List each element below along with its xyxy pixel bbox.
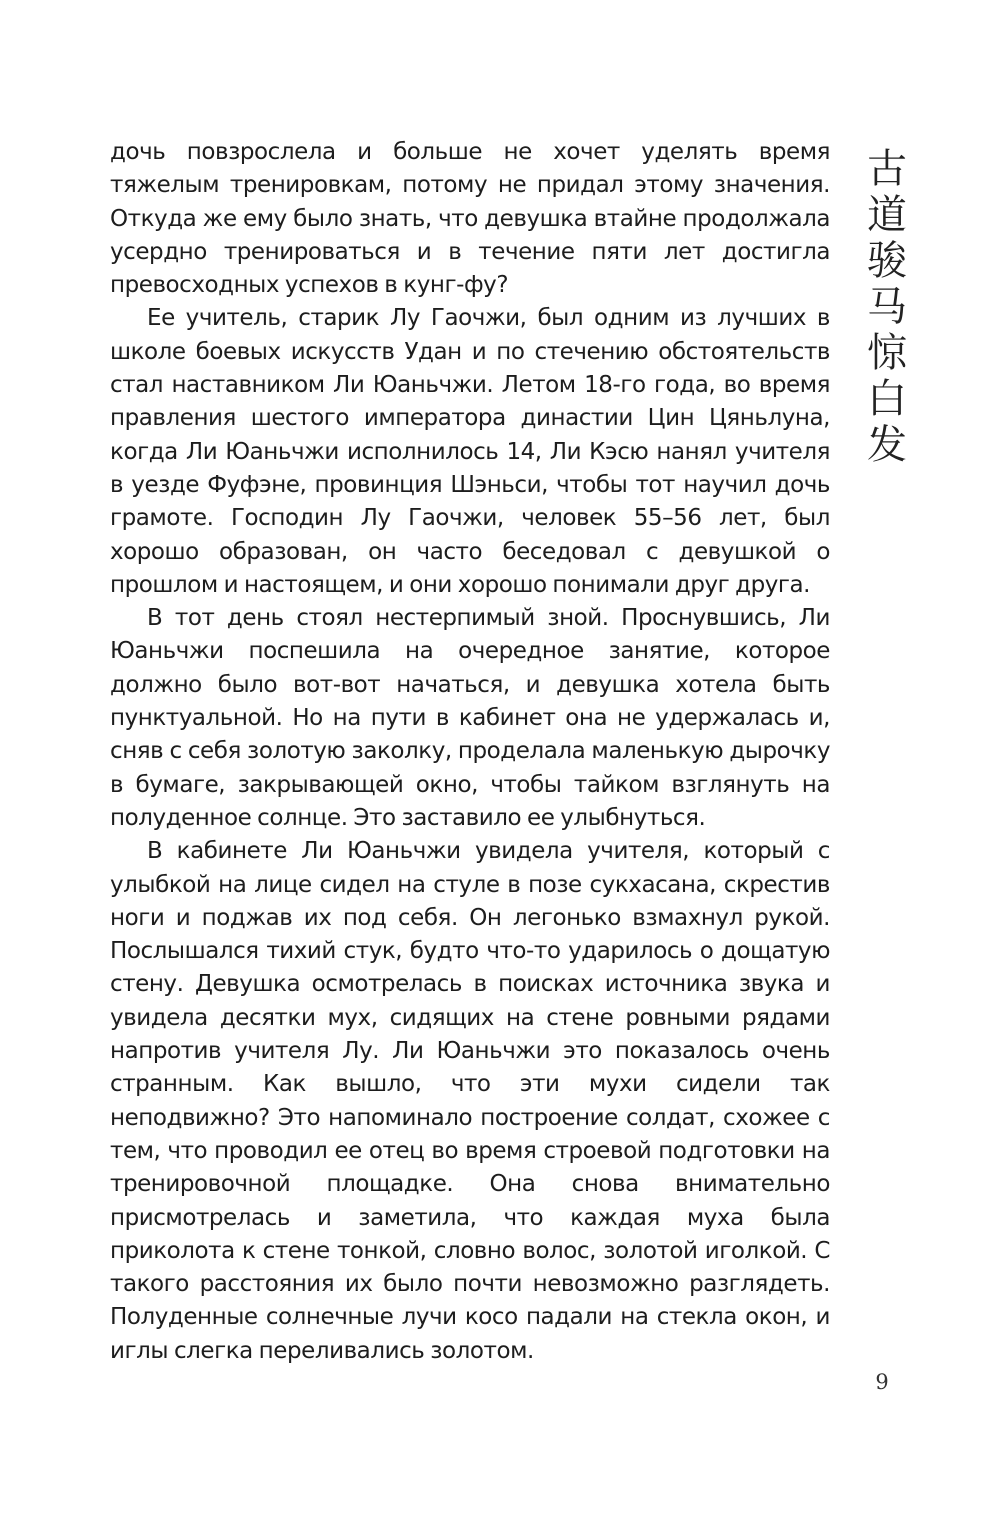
page-number: 9 — [875, 1370, 889, 1394]
body-text — [110, 136, 830, 1368]
paragraph-3: В тот день стоял нестерпимый зной. Проснувшись, Ли Юаньчжи поспешила на очередное занятие, которое должно было вот-вот начаться, и девушка хотела быть пунктуальной. Но на пути в кабинет она не удержалась и, сняв с себя золотую заколку, проделала маленькую дырочку в бумаге, закрывающей окно, чтобы тайком взглянуть на полуденное солнце. Это заставило ее улыбнуться. — [110, 605, 830, 831]
paragraph-4: В кабинете Ли Юаньчжи увидела учителя, который с улыбкой на лице сидел на стуле в позе сукхасана, скрестив ноги и поджав их под себя. Он легонько взмахнул рукой. Послышался тихий стук, будто что-то ударилось о дощатую стену. Девушка осмотрелась в поисках источника звука и увидела десятки мух, сидящих на стене ровными рядами напротив учителя Лу. Ли Юаньчжи это показалось очень странным. Как вышло, что эти мухи сидели так неподвижно? Это напоминало построение солдат, схожее с тем, что проводил ее отец во время строевой подготовки на тренировочной площадке. Она снова внимательно присмотрелась и заметила, что каждая муха была приколота к стене тонкой, словно волос, золотой иголкой. С такого расстояния их было почти невозможно разглядеть. Полуденные солнечные лучи косо падали на стекла окон, и иглы слегка переливались золотом. — [110, 838, 830, 1364]
paragraph-2: Ее учитель, старик Лу Гаочжи, был одним из лучших в школе боевых искусств Удан и по стечению обстоятельств стал наставником Ли Юаньчжи. Летом 18-го года, во время правления шестого императора династии Цин Цяньлуна, когда Ли Юаньчжи исполнилось 14, Ли Кэсю нанял учителя в уезде Фуфэне, провинция Шэньси, чтобы тот научил дочь грамоте. Господин Лу Гаочжи, человек 55–56 лет, был хорошо образован, он часто беседовал с девушкой о прошлом и настоящем, и они хорошо понимали друг друга. — [110, 305, 830, 598]
running-title-vertical: 古道骏马惊白发 — [867, 146, 907, 468]
paragraph-1: дочь повзрослела и больше не хочет уделять время тяжелым тренировкам, потому не придал этому значения. Откуда же ему было знать, что девушка втайне продолжала усердно тренироваться и в течение пяти лет достигла превосходных успехов в кунг-фу? — [110, 139, 830, 299]
